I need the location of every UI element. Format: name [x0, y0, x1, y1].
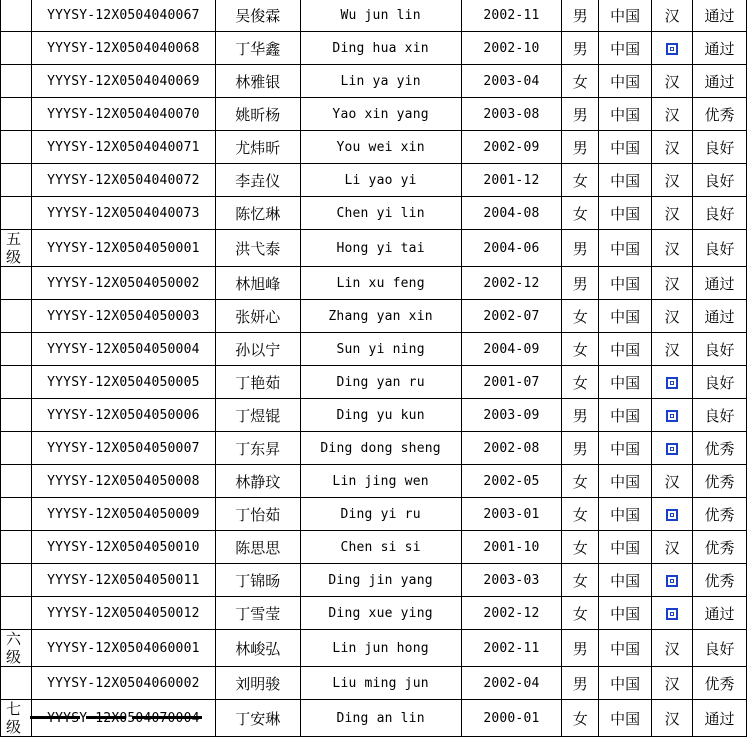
pinyin-cell[interactable]: Chen yi lin: [300, 197, 461, 230]
country-cell[interactable]: 中国: [599, 399, 652, 432]
result-cell[interactable]: 良好: [693, 333, 747, 366]
ethnicity-cell[interactable]: [652, 597, 693, 630]
result-cell[interactable]: 良好: [693, 230, 747, 267]
grade-cell[interactable]: [1, 597, 32, 630]
table-row: [1, 300, 747, 333]
ethnicity-cell[interactable]: [652, 432, 693, 465]
pinyin-cell[interactable]: Wu jun lin: [300, 0, 461, 32]
result-cell[interactable]: 良好: [693, 399, 747, 432]
student-name-cell[interactable]: 吴俊霖: [215, 0, 300, 32]
grade-cell[interactable]: 六 级: [1, 630, 32, 667]
grade-cell[interactable]: [1, 667, 32, 700]
result-cell[interactable]: 优秀: [693, 498, 747, 531]
student-name-cell[interactable]: 丁安琳: [215, 700, 300, 737]
student-name-cell[interactable]: 林峻弘: [215, 630, 300, 667]
birth-date-cell[interactable]: 2002-07: [461, 300, 562, 333]
grade-cell[interactable]: [1, 267, 32, 300]
result-cell[interactable]: 优秀: [693, 564, 747, 597]
ethnicity-cell[interactable]: 汉: [652, 465, 693, 498]
country-cell[interactable]: 中国: [599, 597, 652, 630]
gender-cell[interactable]: 男: [562, 32, 599, 65]
pinyin-cell[interactable]: Ding hua xin: [300, 32, 461, 65]
table-row: [1, 366, 747, 399]
pinyin-cell[interactable]: Lin jing wen: [300, 465, 461, 498]
birth-date-cell[interactable]: 2002-10: [461, 32, 562, 65]
result-cell[interactable]: 优秀: [693, 432, 747, 465]
pinyin-cell[interactable]: Zhang yan xin: [300, 300, 461, 333]
country-cell[interactable]: 中国: [599, 98, 652, 131]
country-cell[interactable]: 中国: [599, 131, 652, 164]
result-cell[interactable]: 良好: [693, 197, 747, 230]
student-name-cell[interactable]: 丁艳茹: [215, 366, 300, 399]
grade-cell[interactable]: [1, 197, 32, 230]
table-row: [1, 197, 747, 230]
student-name-cell[interactable]: 林静玟: [215, 465, 300, 498]
table-row: [1, 32, 747, 65]
birth-date-cell[interactable]: 2002-05: [461, 465, 562, 498]
ethnicity-cell[interactable]: 汉: [652, 267, 693, 300]
gender-cell[interactable]: 男: [562, 432, 599, 465]
birth-date-cell[interactable]: 2001-10: [461, 531, 562, 564]
table-row: [1, 267, 747, 300]
table-body: [1, 0, 747, 737]
ethnicity-cell[interactable]: 汉: [652, 667, 693, 700]
table-row: [1, 432, 747, 465]
ethnicity-cell[interactable]: [652, 498, 693, 531]
table-row: [1, 564, 747, 597]
result-cell[interactable]: 良好: [693, 366, 747, 399]
gender-cell[interactable]: 男: [562, 0, 599, 32]
result-cell[interactable]: 通过: [693, 300, 747, 333]
country-cell[interactable]: 中国: [599, 564, 652, 597]
hui-ethnicity-icon: [666, 608, 678, 620]
birth-date-cell[interactable]: 2002-11: [461, 0, 562, 32]
table-row: [1, 630, 747, 667]
student-name-cell[interactable]: 丁雪莹: [215, 597, 300, 630]
gender-cell[interactable]: 女: [562, 65, 599, 98]
table-row: [1, 597, 747, 630]
result-cell[interactable]: 优秀: [693, 465, 747, 498]
student-name-cell[interactable]: 陈忆琳: [215, 197, 300, 230]
gender-cell[interactable]: 女: [562, 333, 599, 366]
student-id-cell[interactable]: YYYSY-12X0504040070: [31, 98, 215, 131]
table-row: [1, 98, 747, 131]
grade-cell[interactable]: [1, 98, 32, 131]
grade-cell[interactable]: [1, 432, 32, 465]
result-cell[interactable]: 优秀: [693, 98, 747, 131]
table-row: [1, 498, 747, 531]
student-name-cell[interactable]: 姚昕杨: [215, 98, 300, 131]
student-id-cell[interactable]: YYYSY-12X0504050008: [31, 465, 215, 498]
grade-cell[interactable]: [1, 131, 32, 164]
pinyin-cell[interactable]: Lin jun hong: [300, 630, 461, 667]
country-cell[interactable]: 中国: [599, 32, 652, 65]
student-name-cell[interactable]: 刘明骏: [215, 667, 300, 700]
sheet-tab-strip[interactable]: [0, 715, 747, 719]
student-id-cell[interactable]: YYYSY-12X0504050005: [31, 366, 215, 399]
country-cell[interactable]: 中国: [599, 0, 652, 32]
student-id-cell[interactable]: YYYSY-12X0504040068: [31, 32, 215, 65]
pinyin-cell[interactable]: Ding yi ru: [300, 498, 461, 531]
pinyin-cell[interactable]: Lin ya yin: [300, 65, 461, 98]
gender-cell[interactable]: 男: [562, 230, 599, 267]
country-cell[interactable]: 中国: [599, 432, 652, 465]
hui-ethnicity-icon: [666, 377, 678, 389]
ethnicity-cell[interactable]: 汉: [652, 700, 693, 737]
student-name-cell[interactable]: 尤炜昕: [215, 131, 300, 164]
country-cell[interactable]: 中国: [599, 164, 652, 197]
gender-cell[interactable]: 女: [562, 700, 599, 737]
birth-date-cell[interactable]: 2001-07: [461, 366, 562, 399]
student-name-cell[interactable]: 丁怡茹: [215, 498, 300, 531]
birth-date-cell[interactable]: 2004-09: [461, 333, 562, 366]
gender-cell[interactable]: 男: [562, 267, 599, 300]
ethnicity-cell[interactable]: 汉: [652, 333, 693, 366]
student-id-cell[interactable]: YYYSY-12X0504040073: [31, 197, 215, 230]
result-cell[interactable]: 通过: [693, 597, 747, 630]
student-name-cell[interactable]: 李垚仪: [215, 164, 300, 197]
country-cell[interactable]: 中国: [599, 333, 652, 366]
country-cell[interactable]: 中国: [599, 65, 652, 98]
country-cell[interactable]: 中国: [599, 267, 652, 300]
student-name-cell[interactable]: 林雅银: [215, 65, 300, 98]
student-name-cell[interactable]: 丁东昇: [215, 432, 300, 465]
hui-ethnicity-icon: [666, 575, 678, 587]
result-cell[interactable]: 良好: [693, 630, 747, 667]
birth-date-cell[interactable]: 2001-12: [461, 164, 562, 197]
pinyin-cell[interactable]: Ding yan ru: [300, 366, 461, 399]
country-cell[interactable]: 中国: [599, 498, 652, 531]
student-name-cell[interactable]: 丁煜锟: [215, 399, 300, 432]
table-row: [1, 531, 747, 564]
grade-cell[interactable]: [1, 366, 32, 399]
gender-cell[interactable]: 女: [562, 300, 599, 333]
student-id-cell[interactable]: YYYSY-12X0504060001: [31, 630, 215, 667]
hui-ethnicity-icon: [666, 43, 678, 55]
grade-cell[interactable]: 五 级: [1, 230, 32, 267]
pinyin-cell[interactable]: Sun yi ning: [300, 333, 461, 366]
pinyin-cell[interactable]: Lin xu feng: [300, 267, 461, 300]
pinyin-cell[interactable]: Li yao yi: [300, 164, 461, 197]
table-row: [1, 667, 747, 700]
student-id-cell[interactable]: YYYSY-12X0504040067: [31, 0, 215, 32]
country-cell[interactable]: 中国: [599, 230, 652, 267]
birth-date-cell[interactable]: 2003-01: [461, 498, 562, 531]
pinyin-cell[interactable]: Ding dong sheng: [300, 432, 461, 465]
pinyin-cell[interactable]: Liu ming jun: [300, 667, 461, 700]
grade-cell[interactable]: 七 级: [1, 700, 32, 737]
birth-date-cell[interactable]: 2002-09: [461, 131, 562, 164]
birth-date-cell[interactable]: 2002-12: [461, 267, 562, 300]
student-id-cell[interactable]: YYYSY-12X0504050003: [31, 300, 215, 333]
ethnicity-cell[interactable]: 汉: [652, 164, 693, 197]
table-row: [1, 131, 747, 164]
table-row: [1, 465, 747, 498]
gender-cell[interactable]: 女: [562, 465, 599, 498]
ethnicity-cell[interactable]: [652, 399, 693, 432]
grade-cell[interactable]: [1, 465, 32, 498]
pinyin-cell[interactable]: Ding jin yang: [300, 564, 461, 597]
student-id-cell[interactable]: YYYSY-12X0504040069: [31, 65, 215, 98]
gender-cell[interactable]: 女: [562, 531, 599, 564]
grade-cell[interactable]: [1, 32, 32, 65]
country-cell[interactable]: 中国: [599, 366, 652, 399]
pinyin-cell[interactable]: Yao xin yang: [300, 98, 461, 131]
student-name-cell[interactable]: 丁锦旸: [215, 564, 300, 597]
pinyin-cell[interactable]: You wei xin: [300, 131, 461, 164]
birth-date-cell[interactable]: 2003-08: [461, 98, 562, 131]
ethnicity-cell[interactable]: 汉: [652, 630, 693, 667]
ethnicity-cell[interactable]: [652, 564, 693, 597]
table-row: [1, 333, 747, 366]
gender-cell[interactable]: 女: [562, 597, 599, 630]
student-name-cell[interactable]: 张妍心: [215, 300, 300, 333]
grade-cell[interactable]: [1, 0, 32, 32]
birth-date-cell[interactable]: 2002-04: [461, 667, 562, 700]
result-cell[interactable]: 优秀: [693, 667, 747, 700]
birth-date-cell[interactable]: 2003-03: [461, 564, 562, 597]
student-id-cell[interactable]: YYYSY-12X0504050006: [31, 399, 215, 432]
grade-cell[interactable]: [1, 300, 32, 333]
ethnicity-cell[interactable]: 汉: [652, 0, 693, 32]
birth-date-cell[interactable]: 2000-01: [461, 700, 562, 737]
result-cell[interactable]: 通过: [693, 267, 747, 300]
ethnicity-cell[interactable]: 汉: [652, 230, 693, 267]
grade-cell[interactable]: [1, 531, 32, 564]
birth-date-cell[interactable]: 2002-12: [461, 597, 562, 630]
gender-cell[interactable]: 男: [562, 131, 599, 164]
student-id-cell[interactable]: YYYSY-12X0504050004: [31, 333, 215, 366]
student-id-cell[interactable]: YYYSY-12X0504050012: [31, 597, 215, 630]
country-cell[interactable]: 中国: [599, 630, 652, 667]
hui-ethnicity-icon: [666, 410, 678, 422]
grade-cell[interactable]: [1, 399, 32, 432]
ethnicity-cell[interactable]: 汉: [652, 300, 693, 333]
student-id-cell[interactable]: YYYSY-12X0504050007: [31, 432, 215, 465]
gender-cell[interactable]: 男: [562, 98, 599, 131]
result-cell[interactable]: 通过: [693, 65, 747, 98]
birth-date-cell[interactable]: 2004-06: [461, 230, 562, 267]
country-cell[interactable]: 中国: [599, 700, 652, 737]
birth-date-cell[interactable]: 2003-09: [461, 399, 562, 432]
table-row: [1, 65, 747, 98]
student-id-cell[interactable]: YYYSY-12X0504040071: [31, 131, 215, 164]
gender-cell[interactable]: 女: [562, 498, 599, 531]
ethnicity-cell[interactable]: 汉: [652, 197, 693, 230]
birth-date-cell[interactable]: 2004-08: [461, 197, 562, 230]
pinyin-cell[interactable]: Chen si si: [300, 531, 461, 564]
result-cell[interactable]: 良好: [693, 131, 747, 164]
student-name-cell[interactable]: 洪弋泰: [215, 230, 300, 267]
student-id-cell[interactable]: YYYSY-12X0504050002: [31, 267, 215, 300]
gender-cell[interactable]: 男: [562, 399, 599, 432]
student-name-cell[interactable]: 丁华鑫: [215, 32, 300, 65]
pinyin-cell[interactable]: Ding an lin: [300, 700, 461, 737]
pinyin-cell[interactable]: Ding xue ying: [300, 597, 461, 630]
grade-cell[interactable]: [1, 65, 32, 98]
table-row: [1, 164, 747, 197]
ethnicity-cell[interactable]: 汉: [652, 98, 693, 131]
student-id-cell[interactable]: YYYSY-12X0504060002: [31, 667, 215, 700]
student-id-cell[interactable]: YYYSY-12X0504050001: [31, 230, 215, 267]
student-id-cell[interactable]: YYYSY-12X0504040072: [31, 164, 215, 197]
table-row: [1, 230, 747, 267]
pinyin-cell[interactable]: Ding yu kun: [300, 399, 461, 432]
student-id-cell[interactable]: YYYSY-12X0504050010: [31, 531, 215, 564]
grade-cell[interactable]: [1, 564, 32, 597]
gender-cell[interactable]: 男: [562, 630, 599, 667]
country-cell[interactable]: 中国: [599, 667, 652, 700]
gender-cell[interactable]: 女: [562, 366, 599, 399]
ethnicity-cell[interactable]: 汉: [652, 531, 693, 564]
country-cell[interactable]: 中国: [599, 465, 652, 498]
ethnicity-cell[interactable]: 汉: [652, 65, 693, 98]
result-cell[interactable]: 通过: [693, 700, 747, 737]
table-row: [1, 0, 747, 32]
grade-cell[interactable]: [1, 164, 32, 197]
birth-date-cell[interactable]: 2003-04: [461, 65, 562, 98]
result-cell[interactable]: 通过: [693, 32, 747, 65]
result-cell[interactable]: 良好: [693, 164, 747, 197]
ethnicity-cell[interactable]: [652, 366, 693, 399]
ethnicity-cell[interactable]: [652, 32, 693, 65]
country-cell[interactable]: 中国: [599, 197, 652, 230]
table-row: [1, 399, 747, 432]
birth-date-cell[interactable]: 2002-08: [461, 432, 562, 465]
result-cell[interactable]: 通过: [693, 0, 747, 32]
student-id-cell[interactable]: YYYSY-12X0504050009: [31, 498, 215, 531]
gender-cell[interactable]: 男: [562, 667, 599, 700]
birth-date-cell[interactable]: 2002-11: [461, 630, 562, 667]
student-id-cell[interactable]: YYYSY-12X0504050011: [31, 564, 215, 597]
grade-cell[interactable]: [1, 333, 32, 366]
pinyin-cell[interactable]: Hong yi tai: [300, 230, 461, 267]
country-cell[interactable]: 中国: [599, 531, 652, 564]
gender-cell[interactable]: 女: [562, 197, 599, 230]
country-cell[interactable]: 中国: [599, 300, 652, 333]
student-name-cell[interactable]: 孙以宁: [215, 333, 300, 366]
grade-cell[interactable]: [1, 498, 32, 531]
hui-ethnicity-icon: [666, 509, 678, 521]
student-name-cell[interactable]: 陈思思: [215, 531, 300, 564]
gender-cell[interactable]: 女: [562, 164, 599, 197]
student-name-cell[interactable]: 林旭峰: [215, 267, 300, 300]
result-cell[interactable]: 优秀: [693, 531, 747, 564]
ethnicity-cell[interactable]: 汉: [652, 131, 693, 164]
gender-cell[interactable]: 女: [562, 564, 599, 597]
hui-ethnicity-icon: [666, 443, 678, 455]
